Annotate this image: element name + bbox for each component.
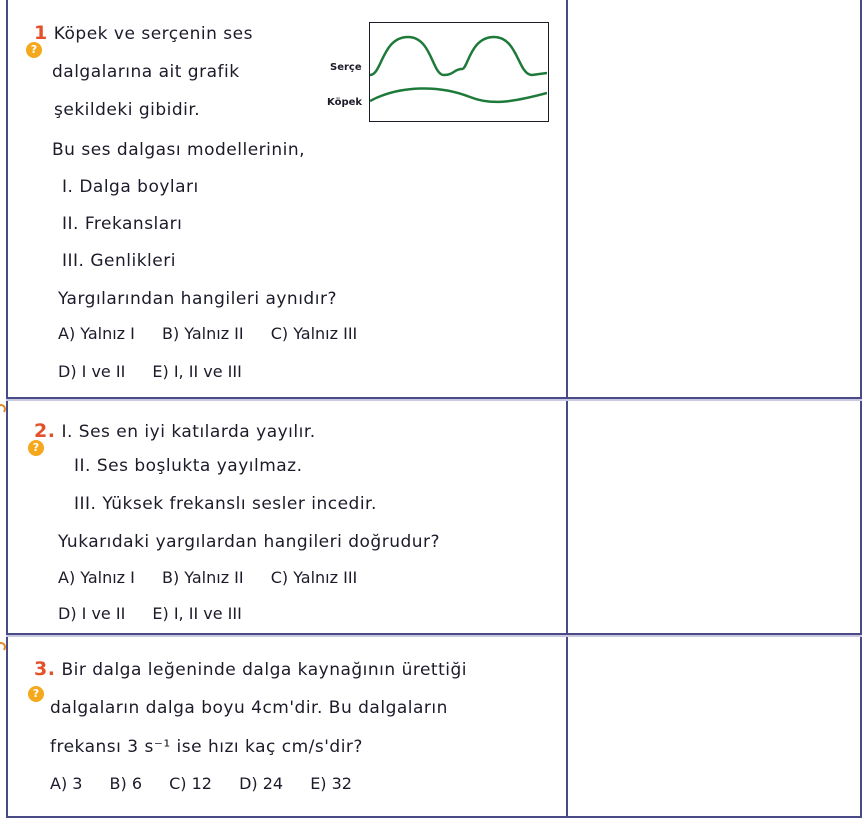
- option-d[interactable]: D) 24: [239, 774, 284, 793]
- option-e[interactable]: E) 32: [310, 774, 352, 793]
- option-a[interactable]: A) 3: [50, 774, 83, 793]
- question-number: 2.: [34, 420, 56, 442]
- answer-cell-1[interactable]: [568, 0, 860, 397]
- q1-statement-3: III. Genlikleri: [62, 251, 176, 271]
- option-c[interactable]: C) Yalnız III: [270, 324, 358, 343]
- option-e[interactable]: E) I, II ve III: [152, 604, 242, 623]
- q1-options-row-1: [58, 324, 379, 343]
- graph-label-kopek: Köpek: [327, 97, 363, 108]
- serce-wave: [370, 37, 547, 75]
- row-divider-1: [6, 397, 862, 399]
- q1-line-4: Bu ses dalgası modellerinin,: [52, 140, 306, 160]
- wave-graph-svg: [370, 23, 547, 120]
- help-icon[interactable]: ?: [28, 686, 44, 702]
- q2-statement-3: III. Yüksek frekanslı sesler incedir.: [74, 494, 377, 514]
- q2-options-row-1: [58, 568, 379, 587]
- help-icon[interactable]: ?: [26, 42, 42, 58]
- q3-line-1: 3. Bir dalga leğeninde dalga kaynağının ürettiği: [34, 658, 468, 680]
- q3-line-3: frekansı 3 s⁻¹ ise hızı kaç cm/s'dir?: [50, 737, 363, 757]
- option-a[interactable]: A) Yalnız I: [58, 324, 135, 343]
- question-number: 3.: [34, 658, 56, 680]
- graph-label-serce: Serçe: [330, 62, 362, 73]
- option-c[interactable]: C) Yalnız III: [270, 568, 358, 587]
- q3-line-2: dalgaların dalga boyu 4cm'dir. Bu dalgaların: [50, 698, 448, 718]
- option-e[interactable]: E) I, II ve III: [152, 362, 242, 381]
- answer-cell-2[interactable]: [568, 401, 860, 633]
- q3-options-row: [50, 774, 374, 793]
- answer-cell-3[interactable]: [568, 637, 860, 816]
- kopek-wave: [370, 88, 547, 101]
- wave-graph: [369, 22, 549, 122]
- q2-statement-1: 2. I. Ses en iyi katılarda yayılır.: [34, 420, 316, 442]
- q2-options-row-2: [58, 604, 264, 623]
- option-d[interactable]: D) I ve II: [58, 362, 126, 381]
- q2-question: Yukarıdaki yargılardan hangileri doğrudur?: [58, 532, 441, 552]
- question-number: 1: [34, 22, 48, 44]
- q1-options-row-2: [58, 362, 264, 381]
- option-b[interactable]: B) 6: [109, 774, 143, 793]
- q2-statement-2: II. Ses boşlukta yayılmaz.: [74, 456, 303, 476]
- option-c[interactable]: C) 12: [169, 774, 212, 793]
- option-b[interactable]: B) Yalnız II: [161, 324, 244, 343]
- q1-question: Yargılarından hangileri aynıdır?: [58, 289, 337, 309]
- q1-line-1: 1 Köpek ve serçenin ses: [34, 22, 253, 44]
- option-b[interactable]: B) Yalnız II: [161, 568, 244, 587]
- q1-statement-1: I. Dalga boyları: [62, 177, 199, 197]
- option-d[interactable]: D) I ve II: [58, 604, 126, 623]
- help-icon[interactable]: ?: [28, 440, 44, 456]
- q1-line-3: şekildeki gibidir.: [54, 100, 201, 120]
- row-divider-2: [6, 633, 862, 635]
- q1-line-2: dalgalarına ait grafik: [52, 62, 240, 82]
- q1-statement-2: II. Frekansları: [62, 214, 183, 234]
- option-a[interactable]: A) Yalnız I: [58, 568, 135, 587]
